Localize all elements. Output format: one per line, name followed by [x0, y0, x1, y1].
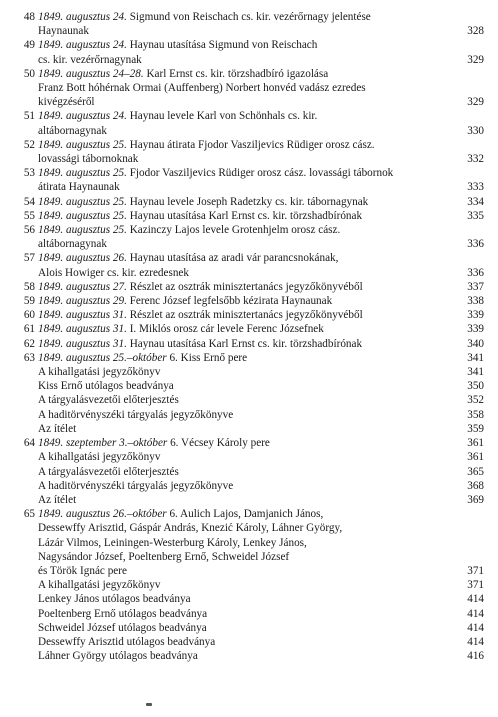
page-mark	[146, 703, 152, 706]
table-of-contents	[0, 10, 498, 663]
toc-subentry	[0, 592, 498, 606]
toc-entry	[0, 436, 498, 450]
entry-title: kivégzéséről	[38, 96, 95, 109]
entry-title: cs. kir. vezérőrnagynak	[38, 53, 142, 66]
toc-entry	[0, 251, 498, 279]
page-number: 328	[467, 25, 484, 38]
toc-entry	[0, 38, 498, 66]
toc-subentry	[0, 450, 498, 464]
toc-entry	[0, 507, 498, 578]
entry-title: A kihallgatási jegyzőkönyv	[38, 366, 161, 379]
entry-title: Haynau átirata Fjodor Vasziljevics Rüdiger orosz cász.	[129, 138, 375, 151]
entry-title: A tárgyalásvezetői előterjesztés	[38, 394, 179, 407]
toc-subentry	[0, 607, 498, 621]
entry-title: Kazinczy Lajos levele Grotenhjelm orosz cász.	[129, 224, 341, 237]
entry-date: 1849. augusztus 24–28.	[38, 67, 144, 80]
page-number: 341	[467, 366, 484, 379]
page-number: 369	[467, 493, 484, 506]
entry-date: 1849. augusztus 25.	[38, 209, 127, 222]
entry-title: Az ítélet	[38, 493, 77, 506]
toc-subentry	[0, 379, 498, 393]
entry-date: 1849. augusztus 27.	[38, 280, 127, 293]
entry-number: 58	[23, 280, 35, 293]
entry-title: Karl Ernst cs. kir. törzshadbíró igazolása	[146, 67, 329, 80]
entry-title: Ferenc József legfelsőbb kézirata Haynaunak	[129, 295, 333, 308]
toc-entry	[0, 223, 498, 251]
page-number: 371	[467, 579, 484, 592]
entry-title: Haynau utasítása Sigmund von Reischach	[129, 39, 318, 52]
entry-title: Nagysándor József, Poeltenberg Ernő, Schweidel József	[38, 550, 290, 563]
toc-subentry	[0, 465, 498, 479]
entry-date: 1849. augusztus 24.	[38, 39, 127, 52]
entry-title: Részlet az osztrák minisztertanács jegyzőkönyvéből	[129, 280, 363, 293]
entry-date: 1849. augusztus 25.	[38, 167, 127, 180]
entry-title: Haynaunak	[38, 25, 89, 38]
toc-entry	[0, 10, 498, 38]
entry-date: 1849. augusztus 25.	[38, 195, 127, 208]
toc-entry	[0, 195, 498, 209]
entry-number: 55	[23, 209, 35, 222]
entry-title: Schweidel József utólagos beadványa	[38, 621, 207, 634]
entry-date: 1849. augusztus 25.	[38, 138, 127, 151]
entry-number: 51	[23, 110, 35, 123]
toc-subentry	[0, 649, 498, 663]
entry-date: 1849. augusztus 29.	[38, 295, 127, 308]
toc-entry	[0, 294, 498, 308]
page-number: 365	[467, 465, 484, 478]
entry-title: Dessewffy Arisztid utólagos beadványa	[38, 635, 216, 648]
toc-entry	[0, 209, 498, 223]
entry-number: 48	[23, 11, 35, 23]
entry-date: 1849. augusztus 24.	[38, 11, 127, 23]
entry-number: 64	[23, 437, 35, 450]
page-number: 330	[467, 124, 484, 137]
toc-subentry	[0, 422, 498, 436]
entry-title: 6. Aulich Lajos, Damjanich János,	[169, 508, 324, 521]
entry-title: A haditörvényszéki tárgyalás jegyzőkönyve	[38, 479, 234, 492]
page-number: 339	[467, 309, 484, 322]
entry-title: 6. Kiss Ernő pere	[169, 351, 248, 364]
entry-date: 1849. augusztus 31.	[38, 309, 127, 322]
entry-title: Lenkey János utólagos beadványa	[38, 593, 191, 606]
toc-entry	[0, 67, 498, 110]
toc-entry	[0, 322, 498, 336]
page-number: 341	[467, 351, 484, 364]
entry-title: Haynau utasítása az aradi vár parancsnokának,	[129, 252, 339, 265]
toc-subentry	[0, 393, 498, 407]
entry-title: Fjodor Vasziljevics Rüdiger orosz cász. lovassági tábornok	[129, 167, 394, 180]
entry-title: Sigmund von Reischach cs. kir. vezérőrnagy jelentése	[129, 11, 371, 23]
page-number: 361	[467, 451, 484, 464]
entry-number: 61	[23, 323, 35, 336]
entry-number: 56	[23, 224, 35, 237]
page-number: 335	[467, 209, 484, 222]
entry-title: Haynau utasítása Karl Ernst cs. kir. törzshadbírónak	[129, 209, 363, 222]
entry-title: 6. Vécsey Károly pere	[170, 437, 270, 450]
entry-number: 59	[23, 295, 35, 308]
toc-entry	[0, 166, 498, 194]
page-number: 338	[467, 295, 484, 308]
entry-date: 1849. augusztus 24.	[38, 110, 127, 123]
page-number: 339	[467, 323, 484, 336]
page-number: 416	[467, 650, 484, 663]
page-number: 414	[467, 635, 484, 648]
entry-title: A haditörvényszéki tárgyalás jegyzőkönyve	[38, 408, 234, 421]
entry-title: Haynau utasítása Karl Ernst cs. kir. törzshadbírónak	[129, 337, 363, 350]
page-number: 334	[467, 195, 484, 208]
page-number: 371	[467, 564, 484, 577]
page-number: 333	[467, 181, 484, 194]
toc-entry	[0, 351, 498, 365]
entry-number: 54	[23, 195, 35, 208]
entry-title: és Török Ignác pere	[38, 564, 127, 577]
toc-subentry	[0, 365, 498, 379]
entry-title: Lázár Vilmos, Leiningen-Westerburg Károly, Lenkey János,	[38, 536, 307, 549]
entry-number: 65	[23, 508, 35, 521]
page-number: 329	[467, 96, 484, 109]
page-number: 329	[467, 53, 484, 66]
entry-date: 1849. augusztus 25.–október	[38, 351, 167, 364]
toc-subentry	[0, 479, 498, 493]
entry-date: 1849. augusztus 26.	[38, 252, 127, 265]
entry-title: Alois Howiger cs. kir. ezredesnek	[38, 266, 189, 279]
entry-title: lovassági tábornoknak	[38, 153, 139, 166]
entry-number: 49	[23, 39, 35, 52]
entry-title: Haynau levele Karl von Schönhals cs. kir.	[129, 110, 318, 123]
page-number: 352	[467, 394, 484, 407]
entry-date: 1849. augusztus 25.	[38, 224, 127, 237]
page-number: 414	[467, 593, 484, 606]
entry-date: 1849. augusztus 31.	[38, 323, 127, 336]
entry-number: 52	[23, 138, 35, 151]
entry-title: A kihallgatási jegyzőkönyv	[38, 451, 161, 464]
toc-subentry	[0, 408, 498, 422]
entry-title: altábornagynak	[38, 238, 107, 251]
toc-entry	[0, 337, 498, 351]
entry-number: 50	[23, 67, 35, 80]
toc-entry	[0, 308, 498, 322]
entry-number: 63	[23, 351, 35, 364]
entry-title: A kihallgatási jegyzőkönyv	[38, 579, 161, 592]
entry-title: Poeltenberg Ernő utólagos beadványa	[38, 607, 208, 620]
page-number: 340	[467, 337, 484, 350]
toc-subentry	[0, 621, 498, 635]
page-number: 368	[467, 479, 484, 492]
entry-title: I. Miklós orosz cár levele Ferenc Józsefnek	[129, 323, 324, 336]
entry-number: 53	[23, 167, 35, 180]
entry-title: Részlet az osztrák minisztertanács jegyzőkönyvéből	[129, 309, 363, 322]
entry-title: átirata Haynaunak	[38, 181, 120, 194]
page-number: 337	[467, 280, 484, 293]
entry-date: 1849. augusztus 31.	[38, 337, 127, 350]
entry-title: altábornagynak	[38, 124, 107, 137]
entry-title: Franz Bott hóhérnak Ormai (Auffenberg) Norbert honvéd vadász ezredes	[38, 82, 366, 95]
entry-date: 1849. szeptember 3.–október	[38, 437, 168, 450]
toc-subentry	[0, 493, 498, 507]
page-number: 350	[467, 380, 484, 393]
entry-number: 57	[23, 252, 35, 265]
page-number: 414	[467, 621, 484, 634]
entry-date: 1849. augusztus 26.–október	[38, 508, 167, 521]
entry-title: A tárgyalásvezetői előterjesztés	[38, 465, 179, 478]
entry-title: Haynau levele Joseph Radetzky cs. kir. tábornagynak	[129, 195, 369, 208]
entry-title: Láhner György utólagos beadványa	[38, 650, 198, 663]
page-number: 358	[467, 408, 484, 421]
toc-entry	[0, 138, 498, 166]
page-number: 336	[467, 266, 484, 279]
toc-entry	[0, 280, 498, 294]
entry-title: Kiss Ernő utólagos beadványa	[38, 380, 174, 393]
toc-subentry	[0, 635, 498, 649]
toc-subentry	[0, 578, 498, 592]
entry-title: Az ítélet	[38, 422, 77, 435]
page-number: 332	[467, 153, 484, 166]
page-number: 361	[467, 437, 484, 450]
entry-number: 62	[23, 337, 35, 350]
entry-title: Dessewffy Arisztid, Gáspár András, Knezić Károly, Láhner György,	[38, 522, 343, 535]
page-number: 336	[467, 238, 484, 251]
toc-entry	[0, 109, 498, 137]
page-number: 359	[467, 422, 484, 435]
page-number: 414	[467, 607, 484, 620]
entry-number: 60	[23, 309, 35, 322]
